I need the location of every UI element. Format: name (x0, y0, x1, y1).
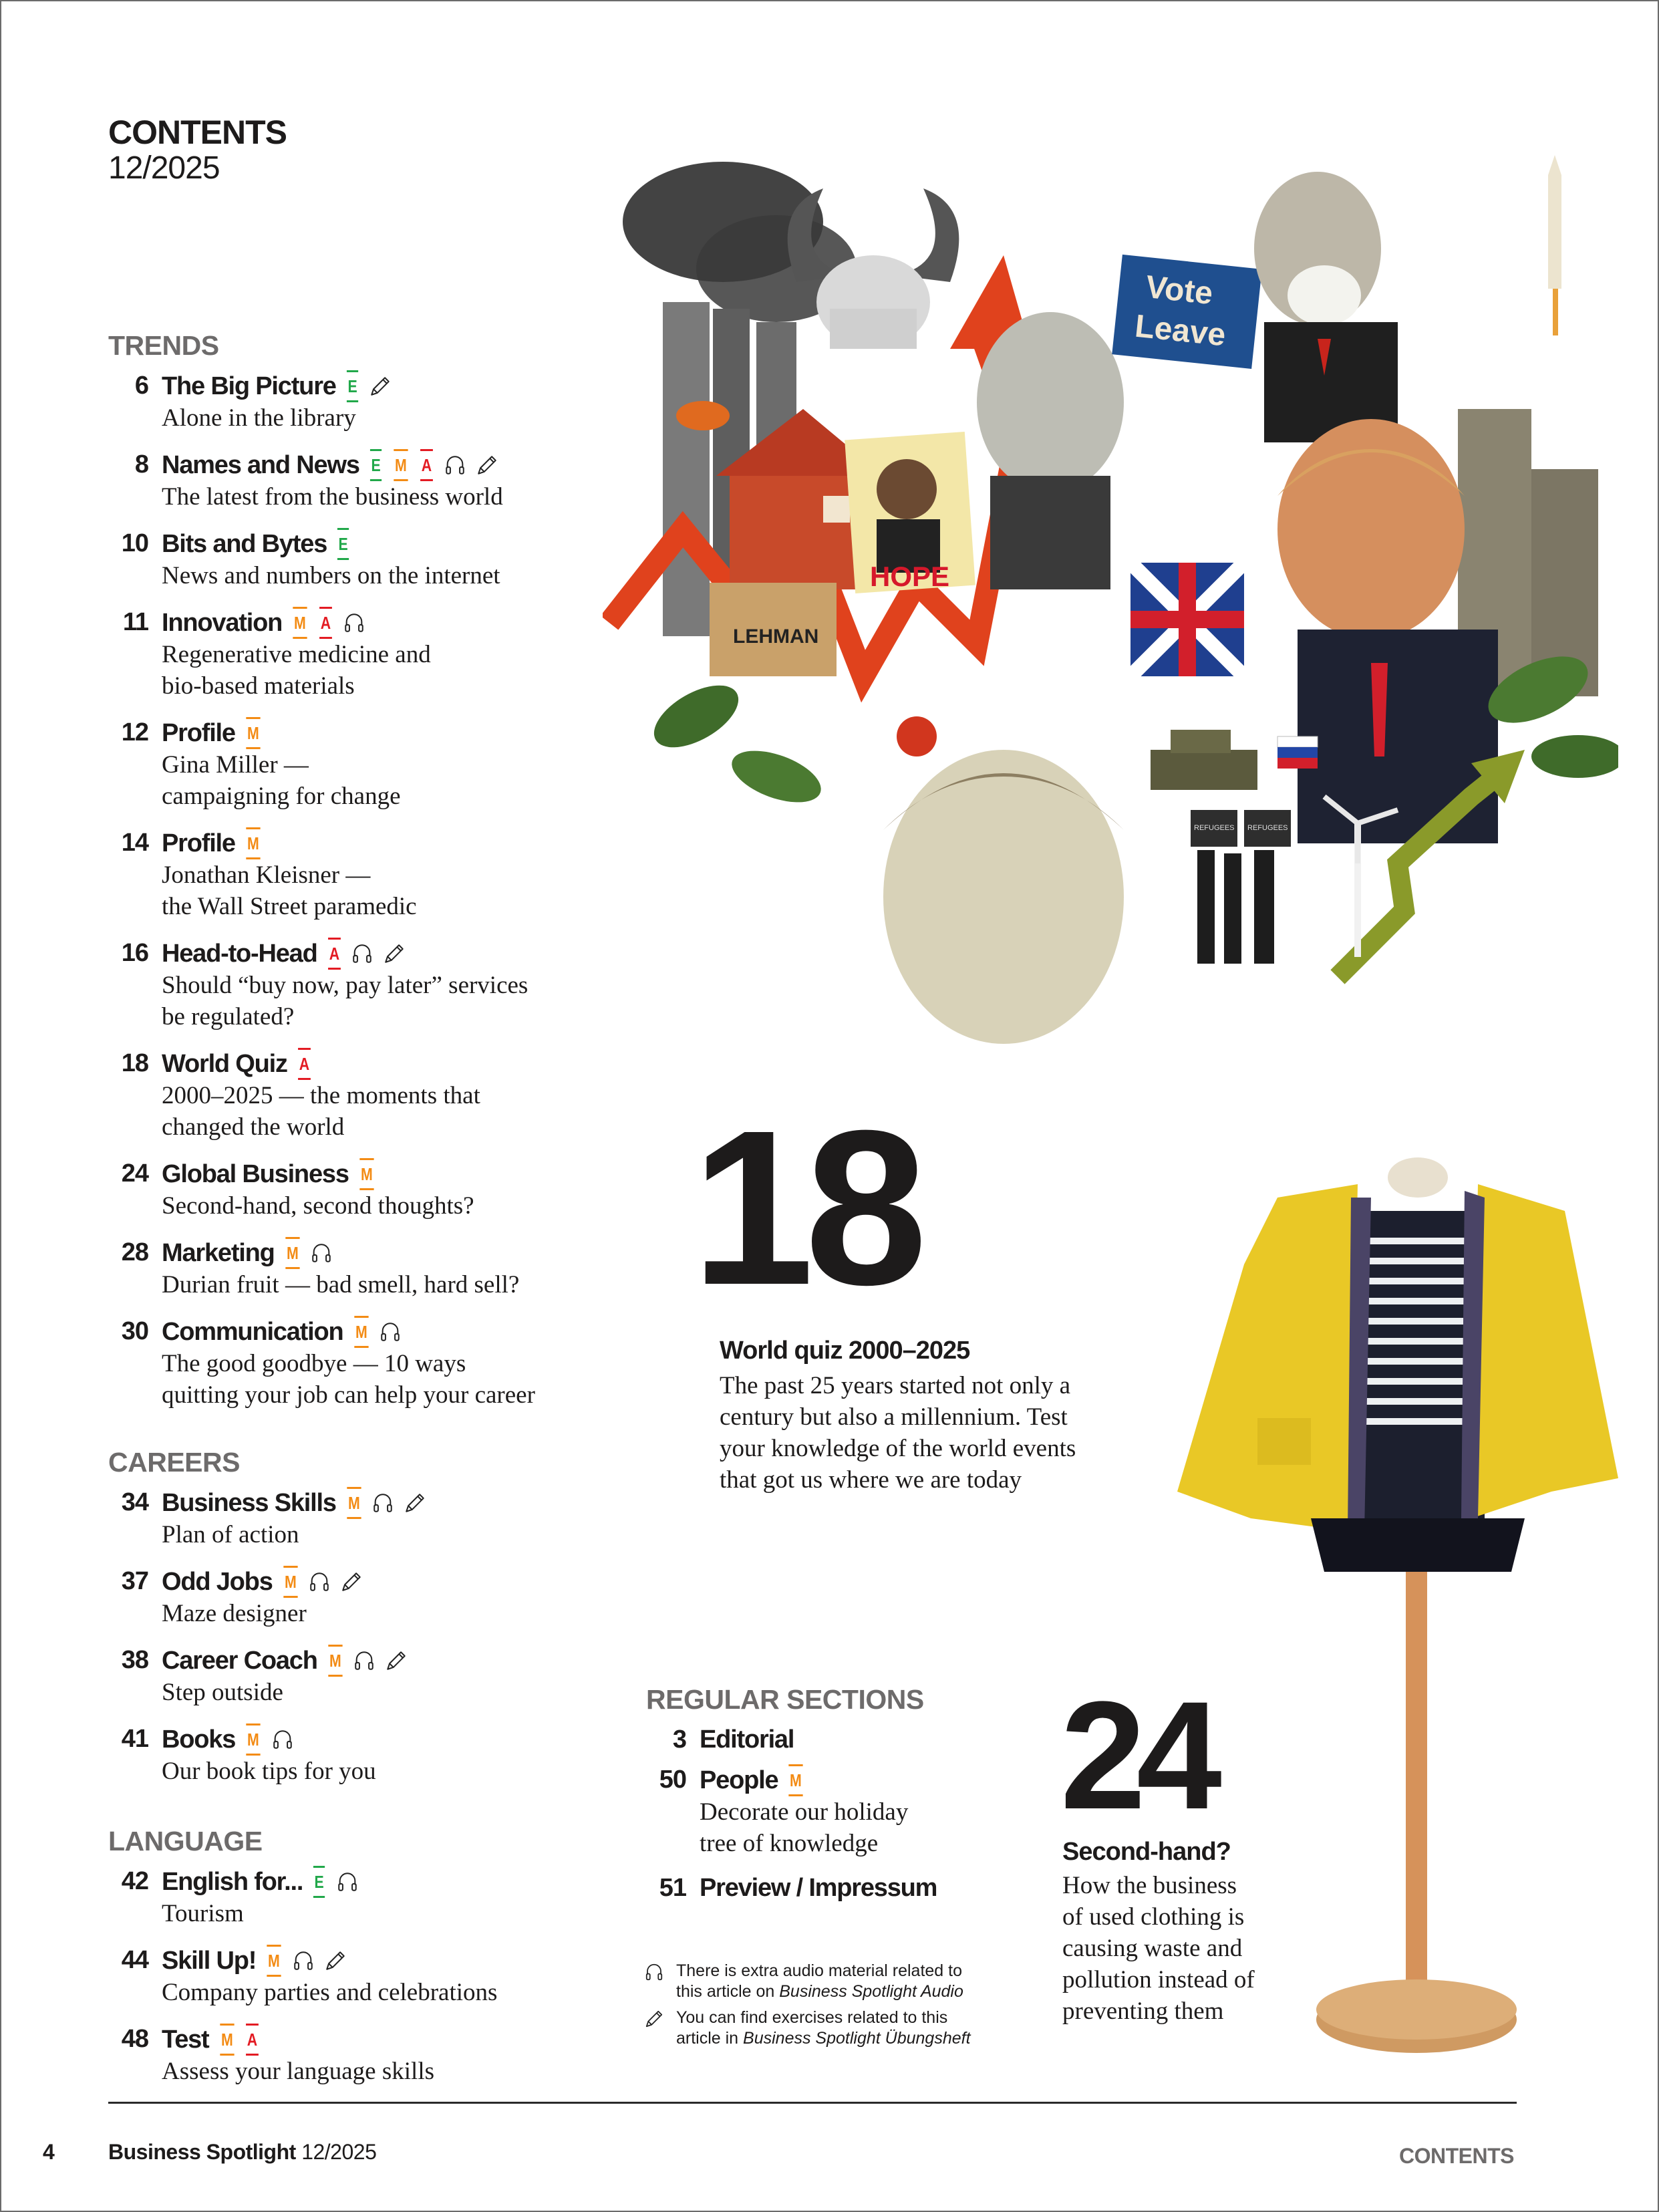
entry-title-row (700, 1873, 937, 1903)
entry-title-row (162, 1945, 347, 1977)
level-badge-m: M (246, 717, 260, 749)
entry-page-number: 38 (121, 1646, 148, 1674)
entry-page-number: 41 (121, 1725, 148, 1753)
headphones-icon (310, 1242, 333, 1264)
level-badge-m: M (246, 1723, 260, 1756)
entry-badges (265, 1945, 347, 1977)
entry-description: 2000–2025 — the moments that changed the world (162, 1082, 480, 1141)
entry-title-row (162, 449, 498, 481)
entry-title-row (162, 1158, 375, 1190)
entry-page-number: 37 (121, 1567, 148, 1595)
entry-title[interactable]: Test (162, 2026, 209, 2054)
entry-title-row (700, 1764, 804, 1796)
entry-title-row (162, 1866, 359, 1898)
entry-badges (218, 2024, 260, 2056)
entry-description: Alone in the library (162, 404, 356, 432)
entry-title[interactable]: Profile (162, 829, 235, 857)
entry-title-row (162, 717, 262, 749)
level-badge-a: A (420, 449, 433, 481)
footer-brand (108, 2140, 376, 2165)
level-badge-m: M (246, 827, 260, 859)
section-heading-careers: CAREERS (108, 1447, 240, 1478)
headphones-icon (379, 1321, 402, 1343)
entry-title[interactable]: World Quiz (162, 1050, 287, 1078)
mannequin-illustration (1151, 1157, 1632, 2073)
section-heading-regular: REGULAR SECTIONS (646, 1684, 924, 1715)
headphones-icon (351, 942, 373, 965)
entry-badges (353, 1316, 402, 1348)
entry-title[interactable]: Bits and Bytes (162, 530, 327, 558)
pencil-icon (385, 1649, 408, 1672)
entry-badges (284, 1237, 333, 1269)
collage-illustration (603, 155, 1618, 1117)
entry-page-number: 34 (121, 1488, 148, 1516)
entry-title-row (162, 607, 365, 639)
entry-badges (312, 1866, 358, 1898)
entry-title[interactable]: Profile (162, 719, 235, 747)
level-badge-m: M (347, 1487, 361, 1519)
level-badge-m: M (789, 1764, 803, 1796)
entry-title[interactable]: Editorial (700, 1725, 794, 1754)
pencil-icon (369, 375, 392, 398)
level-badge-m: M (293, 607, 307, 639)
quiz-feature-description: The past 25 years started not only a century but also a millennium. Test your knowledge of the world events that got us where we are today (720, 1372, 1076, 1494)
entry-description: Should “buy now, pay later” services be regulated? (162, 972, 529, 1030)
headphones-icon (444, 454, 466, 476)
level-badge-m: M (328, 1645, 342, 1677)
entry-page-number: 42 (121, 1867, 148, 1895)
entry-description: Company parties and celebrations (162, 1979, 498, 2006)
headphones-icon (336, 1871, 359, 1893)
headphones-icon (292, 1949, 315, 1972)
entry-title-row (162, 827, 262, 859)
legend-exercise: You can find exercises related to this article in Business Spotlight Übungsheft (644, 2008, 971, 2049)
entry-title[interactable]: English for... (162, 1868, 303, 1896)
entry-page-number: 18 (121, 1049, 148, 1077)
section-heading-language: LANGUAGE (108, 1826, 263, 1856)
entry-title[interactable]: Communication (162, 1318, 343, 1346)
entry-title-row (162, 1566, 363, 1598)
pencil-icon (383, 942, 406, 965)
entry-badges (345, 1487, 427, 1519)
level-badge-e: E (370, 449, 382, 481)
entry-description: Durian fruit — bad smell, hard sell? (162, 1271, 520, 1298)
entry-title[interactable]: The Big Picture (162, 372, 336, 400)
entry-title[interactable]: Names and News (162, 451, 359, 479)
level-badge-m: M (285, 1237, 299, 1269)
level-badge-m: M (283, 1566, 297, 1598)
svg-text:Leave: Leave (1133, 308, 1227, 354)
feature-page-number-18: 18 (692, 1084, 919, 1331)
svg-text:LEHMAN: LEHMAN (733, 626, 819, 648)
icon-legend (644, 1961, 971, 2054)
entry-badges (358, 1158, 375, 1190)
headphones-icon (371, 1492, 394, 1514)
entry-page-number: 12 (121, 718, 148, 746)
pencil-icon (340, 1570, 363, 1593)
entry-description: Second-hand, second thoughts? (162, 1192, 474, 1220)
page-header (108, 114, 287, 186)
entry-page-number: 11 (122, 608, 148, 636)
entry-title[interactable]: People (700, 1766, 778, 1794)
entry-badges (245, 1723, 294, 1756)
pencil-icon (404, 1492, 426, 1514)
entry-title-row (162, 370, 392, 402)
entry-title-row (700, 1724, 794, 1755)
entry-description: Tourism (162, 1900, 244, 1927)
entry-badges (327, 1645, 408, 1677)
entry-title[interactable]: Innovation (162, 609, 283, 637)
world-events-collage (603, 155, 1618, 1117)
level-badge-m: M (394, 449, 408, 481)
entry-badges (297, 1048, 312, 1080)
headphones-icon (644, 1962, 664, 1982)
entry-description: News and numbers on the internet (162, 562, 500, 589)
entry-description: Jonathan Kleisner — the Wall Street paramedic (162, 861, 417, 920)
section-heading-trends: TRENDS (108, 330, 219, 361)
page-title: CONTENTS (108, 114, 287, 151)
entry-page-number: 30 (121, 1317, 148, 1345)
entry-title[interactable]: Business Skills (162, 1489, 336, 1517)
level-badge-m: M (354, 1316, 368, 1348)
entry-title[interactable]: Preview / Impressum (700, 1874, 937, 1902)
entry-page-number: 51 (659, 1874, 686, 1902)
svg-text:REFUGEES: REFUGEES (1194, 824, 1235, 832)
headphones-icon (343, 611, 365, 634)
entry-title[interactable]: Skill Up! (162, 1947, 257, 1975)
entry-badges (327, 938, 406, 970)
entry-title[interactable]: Marketing (162, 1239, 275, 1267)
entry-badges (787, 1764, 804, 1796)
pencil-icon (476, 454, 498, 476)
entry-title[interactable]: Odd Jobs (162, 1568, 273, 1596)
entry-badges (345, 370, 392, 402)
entry-description: Step outside (162, 1679, 283, 1706)
level-badge-e: E (337, 528, 349, 560)
entry-description: Regenerative medicine and bio-based materials (162, 641, 431, 700)
entry-badges (245, 827, 262, 859)
issue-date: 12/2025 (108, 150, 220, 186)
entry-badges (245, 717, 262, 749)
svg-text:Vote: Vote (1144, 269, 1215, 312)
entry-title-row (162, 528, 351, 560)
level-badge-a: A (319, 607, 332, 639)
entry-badges (282, 1566, 363, 1598)
entry-description: Assess your language skills (162, 2058, 434, 2085)
entry-description: The good goodbye — 10 ways quitting your job can help your career (162, 1350, 535, 1409)
quiz-feature-title[interactable]: World quiz 2000–2025 (720, 1337, 970, 1365)
entry-title[interactable]: Books (162, 1725, 236, 1754)
legend-audio: There is extra audio material related to this article on Business Spotlight Audio (644, 1961, 971, 2002)
pencil-icon (644, 2009, 664, 2029)
headphones-icon (308, 1570, 331, 1593)
entry-page-number: 16 (121, 939, 148, 967)
level-badge-a: A (328, 938, 341, 970)
level-badge-m: M (220, 2024, 234, 2056)
entry-title-row (162, 1048, 312, 1080)
entry-title[interactable]: Head-to-Head (162, 940, 317, 968)
entry-description: The latest from the business world (162, 483, 503, 511)
secondhand-feature-title[interactable]: Second-hand? (1062, 1838, 1231, 1866)
entry-description: Plan of action (162, 1521, 299, 1548)
entry-description: Gina Miller — campaigning for change (162, 751, 401, 810)
entry-page-number: 48 (121, 2025, 148, 2053)
entry-title[interactable]: Career Coach (162, 1647, 317, 1675)
entry-badges (369, 449, 498, 481)
entry-title[interactable]: Global Business (162, 1160, 349, 1188)
feature-page-number-24: 24 (1060, 1669, 1213, 1841)
headphones-icon (353, 1649, 375, 1672)
level-badge-a: A (246, 2024, 259, 2056)
entry-title-row (162, 1645, 408, 1677)
footer-issue: 12/2025 (301, 2140, 377, 2164)
raincoat-mannequin-photo (1151, 1157, 1632, 2073)
entry-page-number: 44 (121, 1946, 148, 1974)
entry-title-row (162, 1487, 426, 1519)
footer-section-label: CONTENTS (1399, 2144, 1514, 2168)
level-badge-e: E (313, 1866, 325, 1898)
entry-page-number: 50 (659, 1766, 686, 1794)
footer-page-number: 4 (43, 2140, 55, 2164)
entry-badges (291, 607, 365, 639)
footer-divider (108, 2102, 1517, 2104)
level-badge-m: M (267, 1945, 281, 1977)
entry-page-number: 24 (121, 1159, 148, 1188)
level-badge-a: A (298, 1048, 311, 1080)
entry-title-row (162, 2024, 260, 2056)
entry-page-number: 8 (134, 450, 148, 478)
footer-brand-name: Business Spotlight (108, 2140, 296, 2164)
entry-title-row (162, 938, 406, 970)
svg-text:HOPE: HOPE (870, 561, 950, 592)
secondhand-feature-description: How the business of used clothing is causing waste and pollution instead of preventing them (1062, 1872, 1255, 2025)
level-badge-m: M (359, 1158, 373, 1190)
entry-page-number: 14 (121, 829, 148, 857)
pencil-icon (324, 1949, 347, 1972)
entry-page-number: 10 (121, 529, 148, 557)
entry-title-row (162, 1237, 333, 1269)
entry-page-number: 6 (134, 372, 148, 400)
entry-description: Our book tips for you (162, 1758, 376, 1785)
entry-title-row (162, 1316, 402, 1348)
entry-description: Decorate our holiday tree of knowledge (700, 1798, 909, 1857)
svg-text:REFUGEES: REFUGEES (1247, 824, 1288, 832)
entry-title-row (162, 1723, 294, 1756)
level-badge-e: E (347, 370, 359, 402)
headphones-icon (271, 1728, 294, 1751)
entry-page-number: 3 (672, 1725, 686, 1754)
entry-description: Maze designer (162, 1600, 307, 1627)
entry-page-number: 28 (121, 1238, 148, 1266)
entry-badges (336, 528, 350, 560)
